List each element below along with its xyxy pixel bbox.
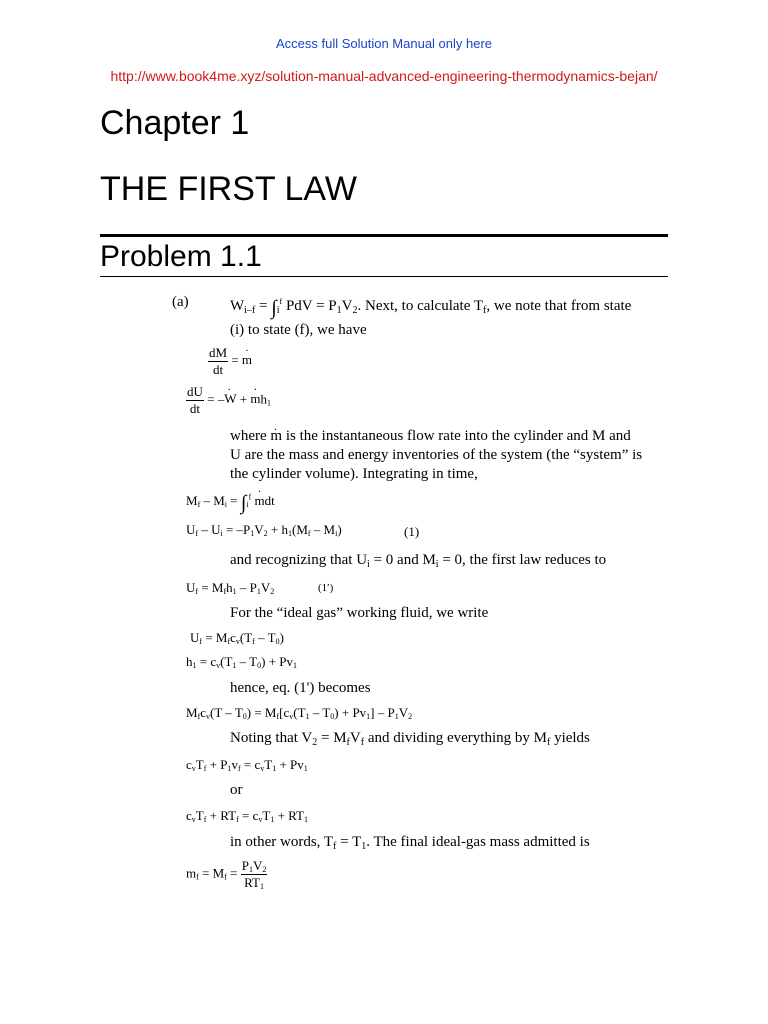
equation-number-1-prime: (1′): [318, 582, 334, 594]
hence-text: hence, eq. (1') becomes: [230, 680, 371, 696]
or-text: or: [230, 782, 243, 798]
expanded-equation: $M_fc_v(T - T_0) = M_f[c_v(T_1 - T_0) + Pv_1] - P_1V_2$: [186, 705, 413, 721]
access-solution-link[interactable]: Access full Solution Manual only here: [275, 36, 493, 51]
mass-integral-equation: $M_f - M_i = \int_i^f$ m ·dt: [186, 492, 275, 515]
chapter-subtitle: THE FIRST LAW: [100, 170, 357, 208]
energy-rate-equation: $\frac{dU}{dt}$ = –W · + $m \cdot h_1$: [186, 384, 271, 417]
solution-url-link[interactable]: http://www.book4me.xyz/solution-manual-advanced-engineering-thermodynamics-bejan/: [110, 68, 658, 84]
final-mass-equation: $m_f = M_f$ = $\frac{P_1V_2}{RT_1}$: [186, 858, 267, 891]
work-equation-line: $W_{i-f} = \int_i^f$ PdV = $P_1V_2$. Next, to calculate $T_f$, we note that from state: [230, 297, 632, 319]
conclusion-text: in other words, $T_f = T_1$. The final ideal-gas mass admitted is: [230, 834, 590, 852]
ideal-gas-text: For the “ideal gas” working fluid, we write: [230, 605, 489, 621]
equation-number-1: (1): [404, 524, 420, 539]
ideal-gas-energy-equation: $U_f = M_fc_v(T_f - T_0)$: [190, 630, 284, 646]
gas-constant-equation: $c_vT_f + RT_f = c_vT_1 + RT_1$: [186, 808, 308, 824]
enthalpy-equation: $h_1 = c_v(T_1 - T_0) + Pv_1$: [186, 654, 297, 670]
recognizing-text: and recognizing that $U_i = 0$ and $M_i = 0$, the first law reduces to: [230, 552, 607, 570]
reduced-first-law-equation: $U_f = M_fh_1 - P_1V_2$: [186, 580, 275, 596]
mass-rate-equation: $\frac{dM}{dt}$ = m ·: [208, 345, 252, 378]
noting-text: Noting that $V_2 = M_fV_f$ and dividing everything by $M_f$ yields: [230, 730, 590, 748]
where-text-1: where m · is the instantaneous flow rate into the cylinder and M and: [230, 426, 631, 446]
energy-integral-equation: $U_f - U_i = -P_1V_2 + h_1(M_f - M_i)$: [186, 522, 342, 538]
work-equation: $W_{i-f} = \int_i^f$ PdV = $P_1V_2$: [230, 297, 358, 319]
problem-heading: Problem 1.1: [100, 240, 262, 273]
heading-rule-thin: [100, 276, 668, 277]
state-text: (i) to state (f), we have: [230, 322, 367, 338]
part-label: (a): [172, 294, 189, 310]
where-text-3: the cylinder volume). Integrating in time,: [230, 466, 478, 482]
simplified-equation: $c_vT_f + P_1v_f = c_vT_1 + Pv_1$: [186, 757, 308, 773]
chapter-title: Chapter 1: [100, 104, 250, 142]
heading-rule-thick: [100, 234, 668, 237]
where-text-2: U are the mass and energy inventories of the system (the “system” is: [230, 447, 643, 463]
